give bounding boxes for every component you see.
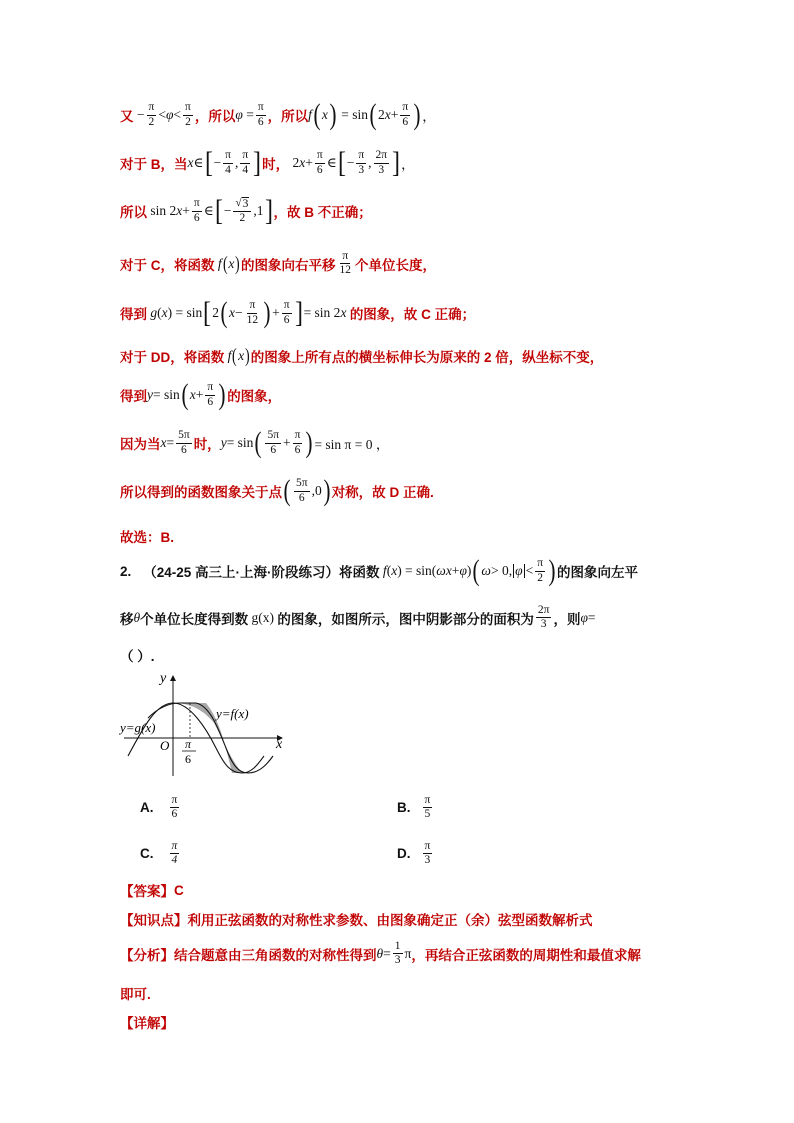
option-label: D. [397,846,411,862]
formula: $\frac{\pi}{12}$ [339,250,351,277]
text: ，所以 [267,109,309,124]
question-2-line-2 [120,604,596,631]
text: 对于 C，将函数 [120,257,215,273]
option-a[interactable] [140,794,181,821]
option-label: A. [140,800,154,816]
text: ，所以 [194,109,236,124]
knowledge-tag: 【知识点】 [120,913,188,928]
sine-graph [118,668,290,780]
text: 得到 [120,389,147,404]
text: ，则 [553,611,581,627]
formula: x ∈ [ − $\frac{\pi}{4}$ , $\frac{\pi}{4}$ ] [187,146,262,179]
text: 个单位长度， [354,257,436,273]
text: 的图象，如图所示，图中阴影部分的面积为 [277,611,534,627]
formula: sin 2 x + $\frac{\pi}{6}$ ∈ [ − √ 3 2 ,1 ] [147,194,273,227]
solution-line-3 [120,196,372,226]
text: 对于 B，当 [120,157,188,172]
option-value: $\frac{\pi}{4}$ [171,840,178,867]
analysis-tag: 【分析】 [120,947,174,963]
formula: 2 x + $\frac{\pi}{6}$ ∈ [ − $\frac{\pi}{3}$ , $\frac{2\pi}{3}$ ] ， [289,146,415,179]
detail-line [120,1012,174,1032]
text: 得到 [120,307,147,322]
question-2-line-1 [120,556,638,586]
formula: f ( x ) [227,345,250,367]
solution-line-7 [120,380,281,410]
option-d[interactable] [397,840,434,867]
formula: − $\frac{\pi}{2}$ < φ < $\frac{\pi}{2}$ [133,101,191,128]
formula: y = sin ( x + $\frac{\pi}{6}$ ) [147,378,226,411]
text: 故选：B. [120,530,174,545]
text: 所以得到的函数图象关于点 [120,485,282,500]
formula: f ( x ) [217,252,240,275]
text: 移 [120,611,134,627]
formula: θ [133,609,141,625]
text: 所以 [120,205,147,220]
formula: φ = [580,609,596,625]
text: 的图象向左平 [557,565,638,580]
question-number: 2. [120,563,132,579]
formula: $\frac{2\pi}{3}$ [537,604,550,631]
text: 对于 DD，将函数 [120,350,225,365]
text: 个单位长度得到数 [140,611,249,627]
text: 时， [262,157,290,172]
knowledge-text: 利用正弦函数的对称性求参数、由图象确定正（余）弦型函数解析式 [187,913,593,928]
x-axis-label: x [276,737,283,752]
formula: f ( x ) = sin( ωx + φ ) ( ω > 0, φ < $\frac{\pi}{2}$ ) [382,554,556,587]
text: 的图象向右平移 [240,257,336,273]
detail-tag: 【详解】 [120,1016,174,1031]
option-value: $\frac{\pi}{6}$ [171,794,178,821]
solution-line-2 [120,148,415,178]
option-label: C. [140,846,154,862]
answer-tag: 【答案】 [120,884,174,899]
text: 又 [120,109,134,124]
knowledge-line [120,909,593,929]
analysis-line-1 [120,940,641,967]
text: （ ）. [120,649,155,664]
f-label: y=f(x) [216,706,249,721]
text: 因为当 [120,437,161,452]
tick-num: π [185,737,192,751]
solution-line-9 [120,476,434,506]
formula: φ = $\frac{\pi}{6}$ [235,101,264,128]
option-b[interactable] [397,794,434,821]
y-axis-label: y [160,671,167,686]
solution-line-8 [120,428,389,458]
option-c[interactable] [140,840,181,867]
question-2-line-3 [120,645,155,665]
origin-label: O [160,738,170,753]
analysis-line-2 [120,983,151,1003]
formula: y = sin ( $\frac{5\pi}{6}$ + $\frac{\pi}{6}$ ) = sin π = 0 ， [220,426,390,459]
solution-line-6 [120,346,603,366]
tick-den: 6 [185,752,191,766]
text: 的图象上所有点的横坐标伸长为原来的 2 倍，纵坐标不变， [250,350,604,365]
text: 的图象，故 C 正确； [349,307,476,322]
solution-line-4 [120,250,436,277]
formula: ( $\frac{5\pi}{6}$ ,0 ) [283,474,331,507]
option-label: B. [397,800,411,816]
answer-value: C [174,882,184,898]
formula: x = $\frac{5\pi}{6}$ [160,429,190,456]
formula: f ( x ) = sin ( 2 x + $\frac{\pi}{6}$ ) ， [308,98,436,131]
option-value: $\frac{\pi}{5}$ [424,794,431,821]
analysis-text: ，再结合正弦函数的周期性和最值求解 [411,947,641,963]
solution-line-5 [120,298,475,328]
text: 的图象， [227,389,282,404]
question-source: （24-25 高三上·上海·阶段练习） [143,565,340,580]
text: 将函数 [339,565,380,580]
text: ，故 B 不正确； [273,205,372,220]
solution-conclusion [120,526,174,546]
analysis-text: 结合题意由三角函数的对称性得到 [174,947,377,963]
analysis-text: 即可. [120,987,151,1002]
option-value: $\frac{\pi}{3}$ [424,840,431,867]
formula: g ( x ) = sin [ 2 ( x − $\frac{\pi}{12}$ ) + $\frac{\pi}{6}$ ] = sin 2 x [150,296,347,329]
g-label: y=g(x) [120,720,156,735]
text: 对称，故 D 正确. [331,485,434,500]
formula: g(x) [248,609,278,625]
solution-line-1 [120,100,436,130]
text: 时， [193,437,221,452]
formula: θ = $\frac{1}{3}$ π [376,940,412,967]
answer-line [120,880,184,900]
